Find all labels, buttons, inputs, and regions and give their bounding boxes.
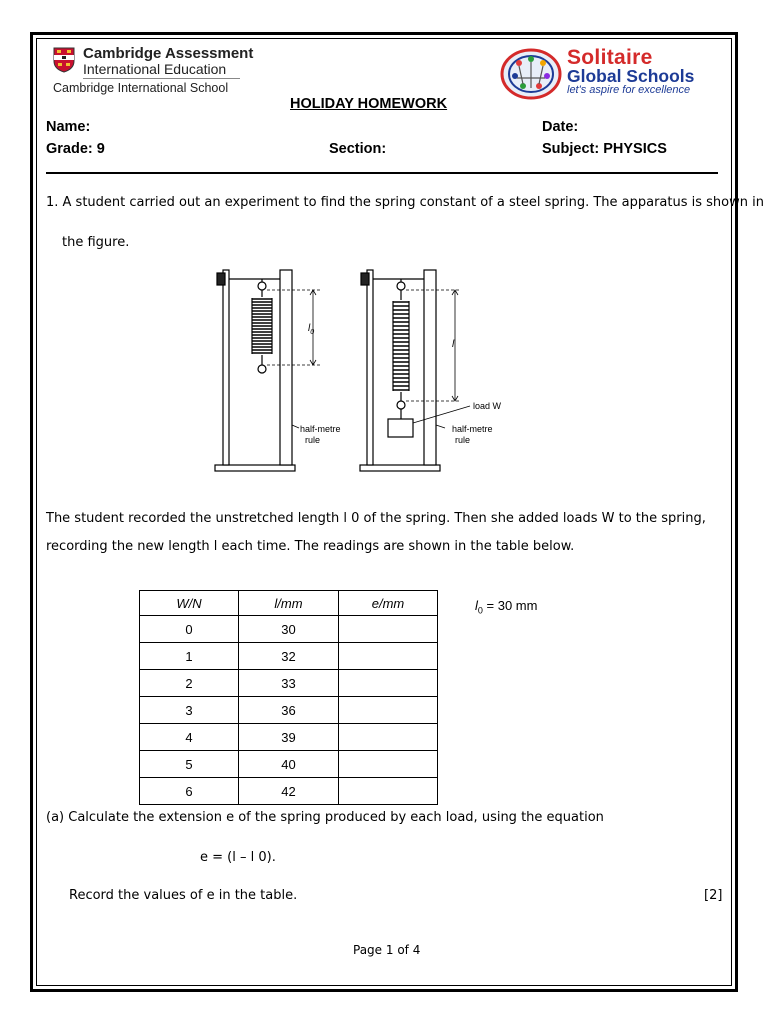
right-apparatus bbox=[360, 270, 470, 471]
table-row bbox=[140, 670, 438, 697]
table-row bbox=[140, 643, 438, 670]
cell-w: 3 bbox=[140, 697, 239, 724]
figure-rule-label-left-2: rule bbox=[305, 435, 321, 445]
part-a-marks: [2] bbox=[704, 888, 723, 903]
unstretched-length-note: $l_0 = 30$ mm bbox=[475, 598, 538, 616]
figure-label-l: l bbox=[452, 339, 455, 350]
cell-l: 32 bbox=[239, 643, 339, 670]
question1-intro: 1. A student carried out an experiment to find the spring constant of a steel spring. The apparatus is shown in bbox=[46, 195, 764, 210]
table-row bbox=[140, 778, 438, 805]
cell-l: 33 bbox=[239, 670, 339, 697]
cell-w: 6 bbox=[140, 778, 239, 805]
page-title: HOLIDAY HOMEWORK bbox=[290, 96, 448, 112]
cell-l: 36 bbox=[239, 697, 339, 724]
question1-paragraph-line1: The student recorded the unstretched length l 0 of the spring. Then she added loads W to the spring, bbox=[46, 511, 706, 526]
header-e: e/mm bbox=[339, 591, 438, 616]
section-field-label: Section: bbox=[329, 141, 387, 157]
figure-label-l0: l bbox=[308, 323, 311, 334]
solitaire-subtitle: Global Schools bbox=[567, 66, 695, 86]
cell-e[interactable] bbox=[339, 751, 438, 778]
header-divider bbox=[46, 172, 718, 174]
figure-label-l0-sub: 0 bbox=[310, 329, 315, 336]
grade-field-label: Grade: 9 bbox=[46, 141, 105, 157]
cambridge-school: Cambridge International School bbox=[53, 81, 229, 95]
figure-rule-label-right-1: half-metre bbox=[452, 424, 493, 434]
cell-w: 0 bbox=[140, 616, 239, 643]
page-number: Page 1 of 4 bbox=[353, 943, 421, 957]
figure-rule-label-right-2: rule bbox=[455, 435, 471, 445]
part-a-instruction: Record the values of e in the table. bbox=[69, 888, 298, 903]
cambridge-subtitle: International Education bbox=[83, 61, 227, 77]
cell-l: 42 bbox=[239, 778, 339, 805]
cambridge-title: Cambridge Assessment bbox=[83, 45, 254, 62]
cell-l: 40 bbox=[239, 751, 339, 778]
readings-table bbox=[139, 590, 438, 805]
cell-w: 2 bbox=[140, 670, 239, 697]
solitaire-tagline: let's aspire for excellence bbox=[567, 84, 691, 96]
date-field-label: Date: bbox=[542, 119, 579, 135]
cell-w: 4 bbox=[140, 724, 239, 751]
apparatus-figure bbox=[205, 265, 515, 475]
cell-e[interactable] bbox=[339, 670, 438, 697]
question1-paragraph-line2: recording the new length l each time. The readings are shown in the table below. bbox=[46, 539, 575, 554]
cell-e[interactable] bbox=[339, 778, 438, 805]
header-l: l/mm bbox=[239, 591, 339, 616]
solitaire-globe-logo-icon bbox=[499, 48, 563, 100]
cell-e[interactable] bbox=[339, 616, 438, 643]
subject-field-label: Subject: PHYSICS bbox=[542, 141, 667, 157]
question1-intro-cont: the figure. bbox=[62, 235, 130, 250]
cell-e[interactable] bbox=[339, 724, 438, 751]
name-field-label: Name: bbox=[46, 119, 91, 135]
cell-w: 5 bbox=[140, 751, 239, 778]
solitaire-title: Solitaire bbox=[567, 46, 653, 69]
table-row bbox=[140, 616, 438, 643]
header-w: W/N bbox=[140, 591, 239, 616]
cambridge-shield-icon bbox=[53, 47, 75, 73]
table-row bbox=[140, 751, 438, 778]
table-row bbox=[140, 724, 438, 751]
figure-load-label: load W bbox=[473, 401, 502, 411]
figure-rule-label-left-1: half-metre bbox=[300, 424, 341, 434]
extension-equation: e = (l – l 0). bbox=[200, 850, 276, 865]
cell-l: 30 bbox=[239, 616, 339, 643]
table-header-row bbox=[140, 591, 438, 616]
cell-e[interactable] bbox=[339, 643, 438, 670]
cambridge-divider bbox=[83, 78, 240, 79]
cell-w: 1 bbox=[140, 643, 239, 670]
part-a-question: (a) Calculate the extension e of the spring produced by each load, using the equation bbox=[46, 810, 604, 825]
cell-e[interactable] bbox=[339, 697, 438, 724]
cell-l: 39 bbox=[239, 724, 339, 751]
table-row bbox=[140, 697, 438, 724]
